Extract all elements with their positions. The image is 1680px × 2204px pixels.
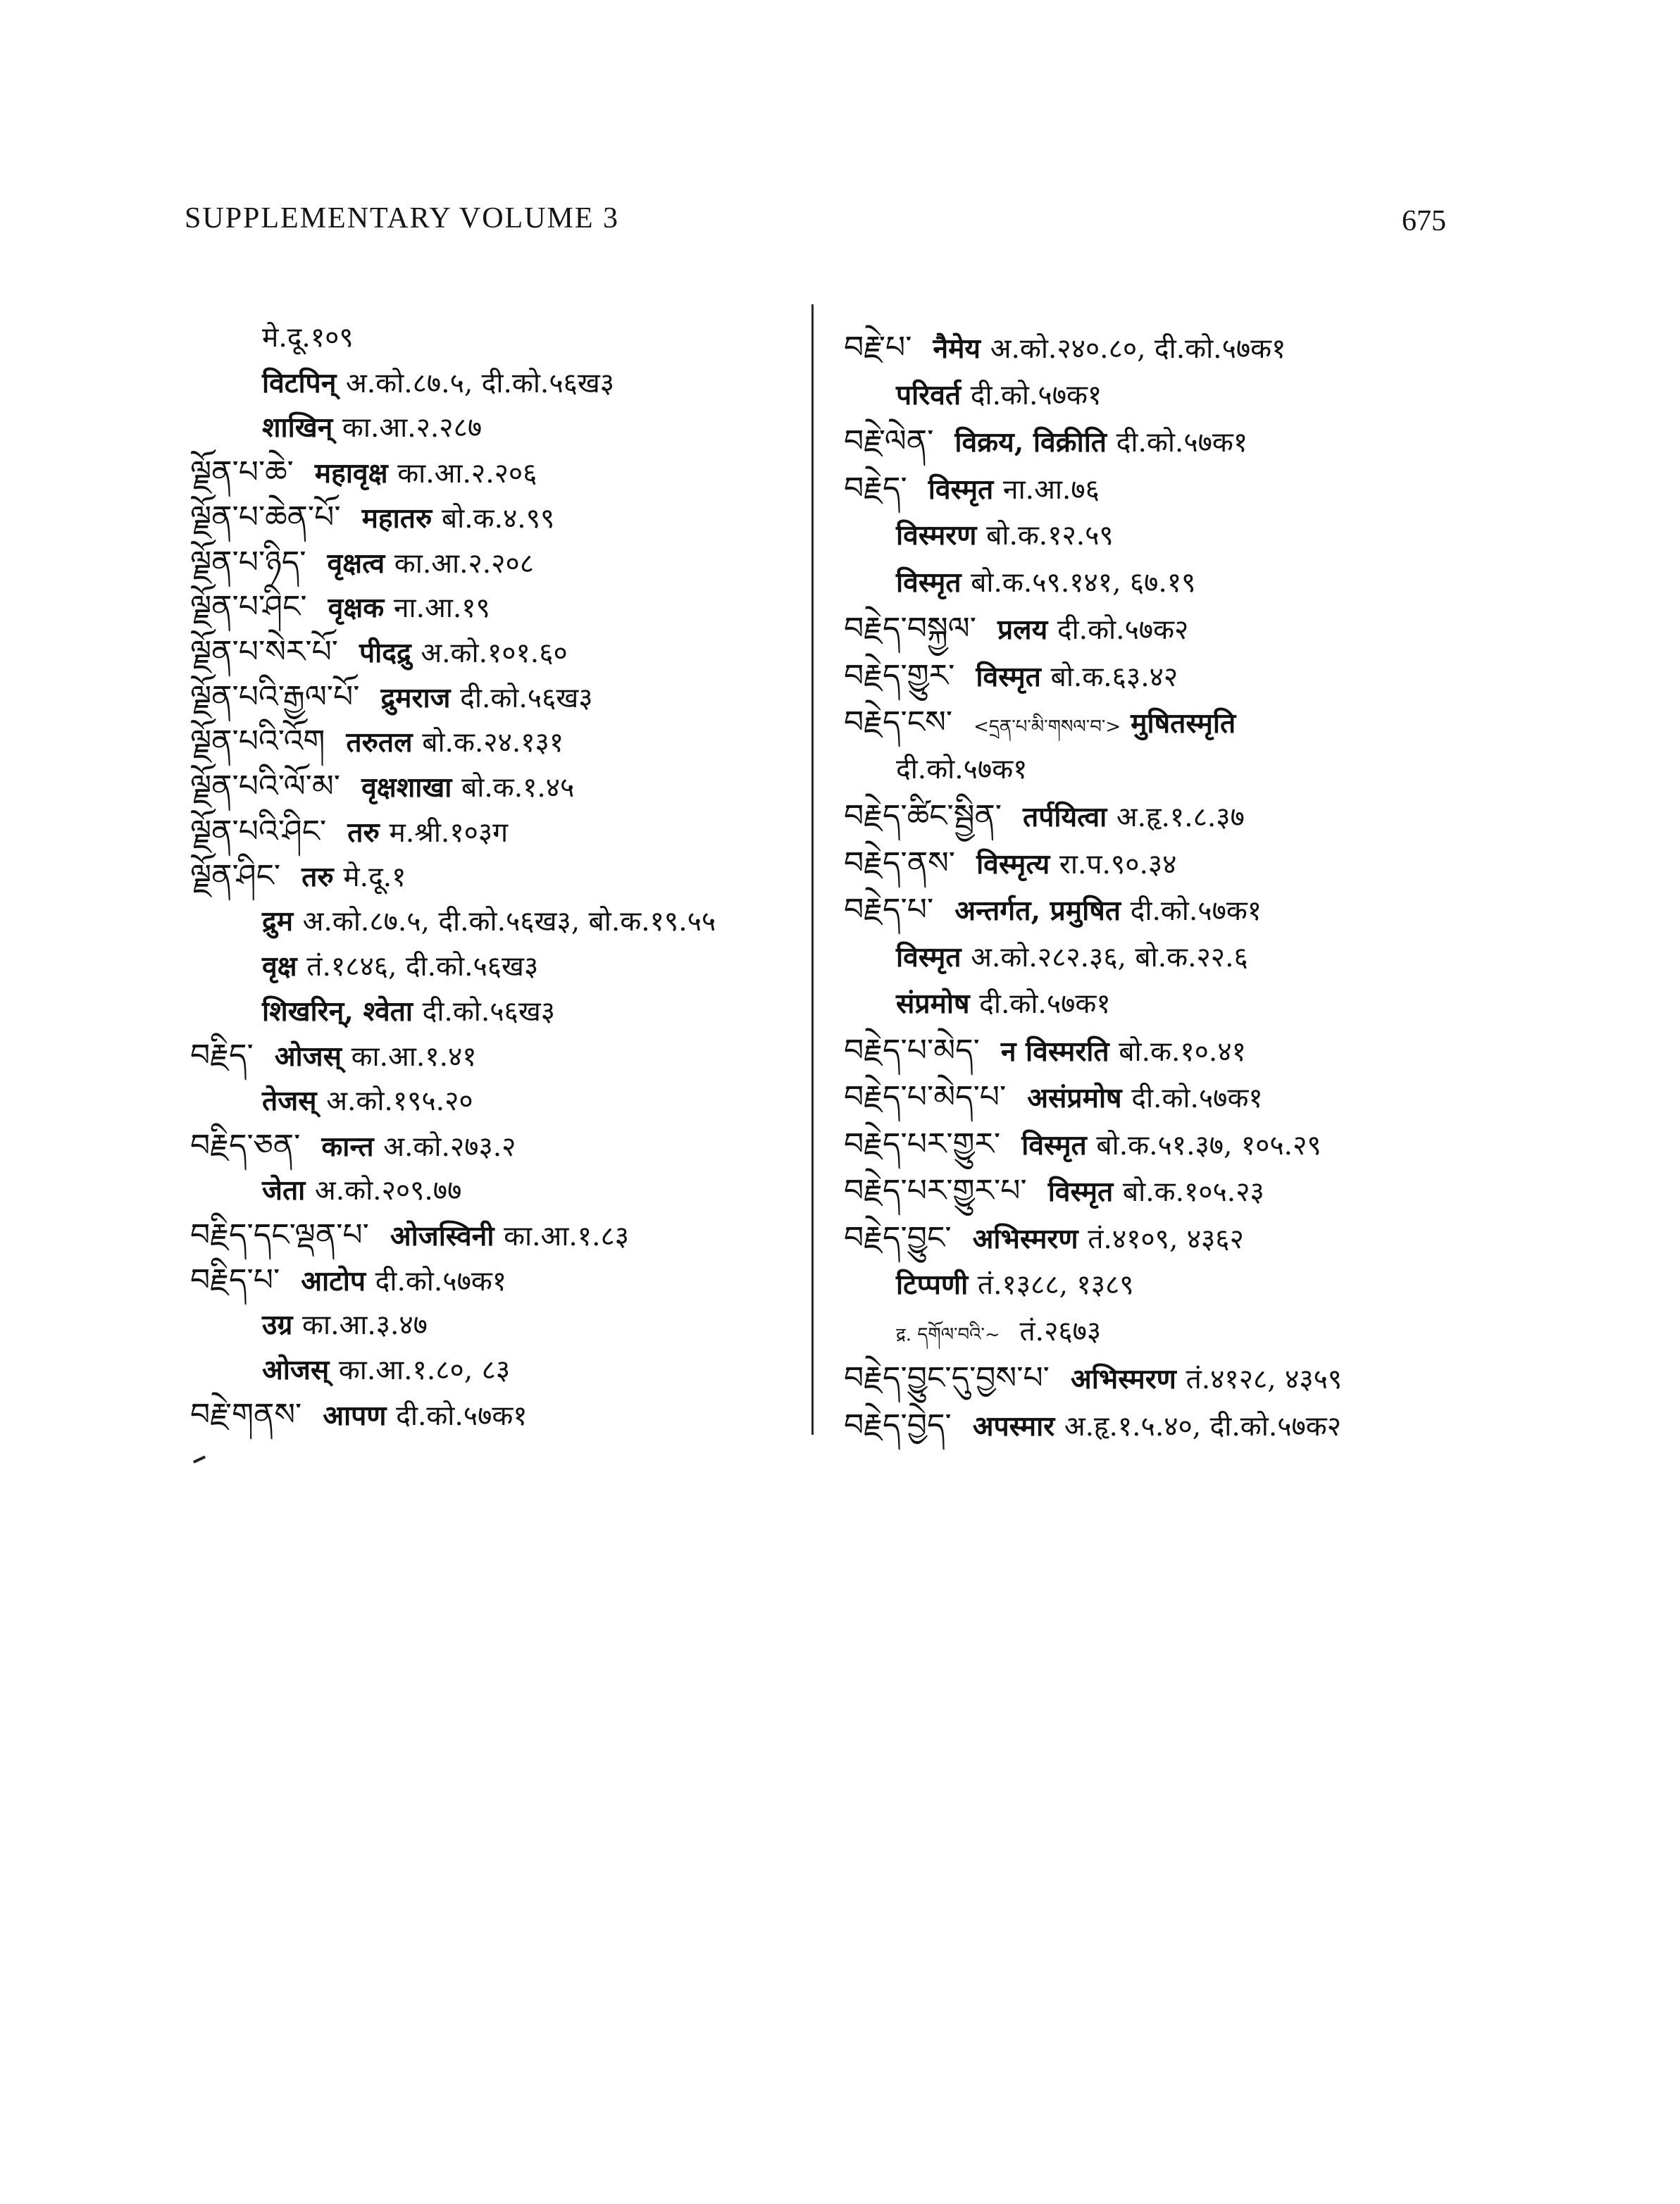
sanskrit-term: अन्तर्गत, प्रमुषित bbox=[954, 895, 1121, 927]
sanskrit-term: विस्मृत bbox=[1021, 1128, 1087, 1162]
sanskrit-term: तरु bbox=[347, 816, 380, 849]
tibetan-headword: བརྗེད་བྱེད་ bbox=[844, 1407, 952, 1443]
sanskrit-term: टिप्पणी bbox=[896, 1269, 969, 1301]
sanskrit-term: महातरु bbox=[361, 502, 433, 535]
dictionary-entry bbox=[844, 1076, 1263, 1119]
dictionary-entry bbox=[190, 1214, 629, 1257]
sanskrit-term: जेता bbox=[262, 1174, 306, 1207]
source-reference: अ.को.८७.५, दी.को.५६ख३ bbox=[345, 367, 615, 399]
source-reference: अ.को.२८२.३६, बो.क.२२.६ bbox=[971, 941, 1248, 973]
sanskrit-term: परिवर्त bbox=[896, 378, 962, 411]
sanskrit-term: विटपिन् bbox=[262, 366, 337, 399]
tibetan-headword: ལྗོན་པ་སེར་པོ་ bbox=[190, 633, 339, 670]
source-reference: दी.को.५७क१ bbox=[375, 1265, 507, 1297]
sanskrit-term: वृक्षत्व bbox=[327, 547, 385, 580]
dictionary-entry bbox=[262, 1304, 428, 1346]
sanskrit-term: मुषितस्मृति bbox=[1131, 707, 1236, 740]
dictionary-entry bbox=[262, 900, 716, 942]
margin-tick-mark bbox=[193, 1455, 206, 1463]
tibetan-headword: བརྗེད་པ་མེད་ bbox=[844, 1032, 980, 1069]
source-reference: दी.को.५७क१ bbox=[970, 379, 1102, 411]
dictionary-entry bbox=[844, 1123, 1321, 1166]
tibetan-headword: བརྗེད་ངས་ bbox=[844, 704, 953, 740]
sanskrit-term: शिखरिन्, श्वेता bbox=[262, 995, 413, 1028]
dictionary-entry bbox=[896, 749, 1027, 791]
sanskrit-term: अभिस्मरण bbox=[1070, 1363, 1176, 1395]
tibetan-headword: ལྗོན་པའི་ཤིང་ bbox=[190, 813, 327, 849]
dictionary-entry bbox=[190, 497, 554, 539]
dictionary-entry bbox=[190, 1035, 477, 1077]
tibetan-headword: བརྗེད་པར་གྱུར་ bbox=[844, 1126, 1001, 1162]
dictionary-entry bbox=[262, 362, 614, 404]
sanskrit-term: विस्मृत bbox=[1047, 1176, 1114, 1208]
sanskrit-term: न विस्मरति bbox=[1000, 1035, 1109, 1068]
sanskrit-term: असंप्रमोष bbox=[1027, 1082, 1122, 1114]
sanskrit-term: द्रुमराज bbox=[380, 681, 451, 714]
sanskrit-term: प्रलय bbox=[997, 614, 1048, 646]
page-number: 675 bbox=[1402, 205, 1446, 237]
dictionary-entry bbox=[190, 1125, 516, 1167]
source-reference: का.आ.१.८०, ८३ bbox=[338, 1355, 511, 1387]
dictionary-entry bbox=[262, 990, 555, 1033]
dictionary-entry bbox=[190, 721, 564, 763]
source-reference: दी.को.५७क१ bbox=[896, 753, 1028, 785]
source-reference: मे.दू.१०९ bbox=[262, 322, 354, 354]
source-reference: अ.को.२४०.८०, दी.को.५७क१ bbox=[990, 333, 1286, 365]
dictionary-entry bbox=[190, 766, 574, 808]
sanskrit-term: विस्मृत्य bbox=[976, 847, 1050, 880]
dictionary-entry bbox=[262, 1349, 510, 1391]
tibetan-headword: ལྗོན་ཤིང་ bbox=[190, 858, 281, 895]
dictionary-entry bbox=[190, 452, 537, 494]
tibetan-headword: ལྗོན་པ་ཉིད་ bbox=[190, 544, 306, 580]
source-reference: ना.आ.७६ bbox=[1002, 473, 1100, 506]
source-reference: बो.क.५१.३७, १०५.२९ bbox=[1096, 1129, 1321, 1162]
tibetan-headword: བརྗེད་བྱུང་ bbox=[844, 1219, 952, 1256]
sanskrit-term: वृक्षशाखा bbox=[361, 771, 452, 804]
source-reference: ना.आ.१९ bbox=[393, 592, 490, 625]
sanskrit-term: आपण bbox=[323, 1399, 387, 1432]
sanskrit-term: तेजस् bbox=[262, 1084, 317, 1117]
dictionary-entry bbox=[262, 406, 482, 449]
tibetan-headword: བརྗེད་པར་གྱུར་པ་ bbox=[844, 1173, 1027, 1209]
tibetan-headword: བརྗིད་ཅན་ bbox=[190, 1127, 301, 1164]
dictionary-entry bbox=[262, 317, 354, 359]
tibetan-headword: བརྗེ་ལེན་ bbox=[844, 423, 934, 459]
dictionary-entry bbox=[844, 1030, 1246, 1072]
tibetan-headword: བརྗིད་པ་ bbox=[190, 1262, 280, 1298]
sanskrit-term: विस्मृत bbox=[976, 660, 1041, 693]
tibetan-headword: ལྗོན་པའི་ལོ་མ་ bbox=[190, 768, 341, 804]
sanskrit-term: तर्पयित्वा bbox=[1023, 801, 1107, 833]
dictionary-entry bbox=[896, 983, 1111, 1025]
source-reference: तं.४१२८, ४३५९ bbox=[1186, 1364, 1343, 1395]
tibetan-headword: བརྗེ་པ་ bbox=[844, 330, 912, 366]
source-reference: बो.क.५९.१४१, ६७.१९ bbox=[971, 566, 1196, 599]
tibetan-headword: ལྗོན་པའི་འོག bbox=[190, 723, 325, 760]
source-reference: का.आ.१.८३ bbox=[504, 1221, 630, 1252]
tibetan-headword: བརྗེད་ bbox=[844, 470, 907, 506]
source-reference: दी.को.५७क१ bbox=[979, 988, 1111, 1020]
sanskrit-term: वृक्ष bbox=[262, 950, 297, 983]
source-reference: मे.दू.१ bbox=[343, 861, 406, 894]
source-reference: दी.को.५७क२ bbox=[1057, 614, 1189, 646]
sanskrit-term: अपस्मार bbox=[972, 1409, 1055, 1443]
sanskrit-term: महावृक्ष bbox=[314, 457, 388, 490]
dictionary-entry bbox=[844, 795, 1245, 838]
dictionary-entry bbox=[896, 1311, 1101, 1353]
dictionary-entry bbox=[844, 468, 1100, 510]
source-reference: तं.१८४६, दी.को.५६ख३ bbox=[306, 950, 539, 983]
tibetan-headword: བརྗིད་དང་ལྡན་པ་ bbox=[190, 1217, 369, 1253]
source-reference: अ.हृ.१.८.३७ bbox=[1116, 802, 1245, 833]
dictionary-entry bbox=[844, 608, 1188, 650]
dictionary-entry bbox=[896, 374, 1102, 416]
source-reference: दी.को.५७क१ bbox=[396, 1400, 528, 1432]
sanskrit-term: आटोप bbox=[301, 1264, 366, 1297]
dictionary-entry bbox=[262, 1080, 473, 1122]
source-reference: बो.क.४.९९ bbox=[441, 502, 555, 535]
source-reference: का.आ.३.४७ bbox=[302, 1309, 428, 1342]
dictionary-entry bbox=[844, 1357, 1342, 1400]
dictionary-entry bbox=[190, 542, 534, 584]
sanskrit-term: तरुतल bbox=[346, 726, 413, 759]
tibetan-headword: ལྗོན་པ་ཤིང་ bbox=[190, 589, 307, 625]
dictionary-entry bbox=[844, 655, 1178, 697]
sanskrit-term: विस्मृत bbox=[896, 940, 962, 973]
source-reference: अ.हृ.१.५.४०, दी.को.५७क२ bbox=[1064, 1410, 1342, 1443]
tibetan-headword: ལྗོན་པ་ཆེ་ bbox=[190, 454, 294, 491]
sanskrit-term: वृक्षक bbox=[328, 592, 385, 625]
tibetan-headword: བརྗེད་པ་ bbox=[844, 892, 934, 928]
tibetan-headword: བརྗིད་ bbox=[190, 1038, 254, 1074]
dictionary-entry bbox=[262, 1169, 461, 1212]
tibetan-gloss: द्र. དགོལ་བའི་~ bbox=[896, 1324, 1000, 1345]
dictionary-entry bbox=[844, 842, 1176, 885]
source-reference: बो.क.१.४५ bbox=[461, 772, 575, 804]
source-reference: का.आ.१.४१ bbox=[351, 1041, 477, 1073]
tibetan-headword: བརྗེད་ནས་ bbox=[844, 845, 956, 881]
dictionary-entry bbox=[844, 1405, 1341, 1447]
column-divider bbox=[811, 304, 814, 1435]
source-reference: रा.प.९०.३४ bbox=[1059, 848, 1177, 880]
tibetan-headword: བརྗེད་བསྐྱལ་ bbox=[844, 611, 976, 647]
source-reference: बो.क.२४.१३१ bbox=[422, 727, 564, 759]
source-reference: तं.४१०९, ४३६२ bbox=[1088, 1223, 1244, 1255]
sanskrit-term: संप्रमोष bbox=[896, 988, 970, 1020]
sanskrit-term: अभिस्मरण bbox=[972, 1222, 1078, 1255]
source-reference: अ.को.१०१.६० bbox=[421, 637, 568, 669]
source-reference: दी.को.५७क१ bbox=[1130, 895, 1262, 927]
sanskrit-term: शाखिन् bbox=[262, 411, 333, 444]
tibetan-headword: ལྗོན་པ་ཆེན་པོ་ bbox=[190, 499, 341, 535]
sanskrit-term: नैमेय bbox=[933, 332, 981, 365]
dictionary-entry bbox=[896, 1264, 1134, 1306]
source-reference: अ.को.१९५.२० bbox=[326, 1085, 473, 1117]
source-reference: बो.क.१०.४१ bbox=[1119, 1035, 1246, 1068]
sanskrit-term: पीदद्रु bbox=[359, 636, 411, 669]
source-reference: बो.क.१०५.२३ bbox=[1122, 1176, 1264, 1208]
source-reference: का.आ.२.२०६ bbox=[397, 458, 537, 490]
sanskrit-term: ओजस्विनी bbox=[390, 1220, 494, 1252]
dictionary-entry bbox=[844, 889, 1262, 931]
dictionary-entry bbox=[262, 945, 538, 988]
source-reference: अ.को.२०९.७७ bbox=[314, 1175, 462, 1207]
sanskrit-term: द्रुम bbox=[262, 905, 294, 938]
source-reference: अ.को.८७.५, दी.को.५६ख३, बो.क.१९.५५ bbox=[302, 906, 716, 938]
sanskrit-term: विस्मृत bbox=[928, 473, 994, 506]
tibetan-headword: བརྗེད་པ་མེད་པ་ bbox=[844, 1079, 1007, 1115]
tibetan-headword: བརྗེད་གྱུར་ bbox=[844, 657, 955, 694]
dictionary-entry bbox=[190, 631, 568, 673]
dictionary-entry bbox=[190, 676, 593, 718]
tibetan-headword: བརྗེད་བྱུང་དུ་བྱས་པ་ bbox=[844, 1360, 1050, 1396]
sanskrit-term: विक्रय, विक्रीति bbox=[954, 426, 1107, 459]
source-reference: का.आ.२.२८७ bbox=[342, 412, 483, 444]
tibetan-headword: ལྗོན་པའི་རྒྱལ་པོ་ bbox=[190, 678, 360, 715]
source-reference: तं.२६७३ bbox=[1019, 1315, 1102, 1347]
dictionary-entry bbox=[190, 1394, 528, 1436]
source-reference: बो.क.६३.४२ bbox=[1050, 661, 1178, 693]
running-head: SUPPLEMENTARY VOLUME 3 bbox=[185, 202, 620, 235]
source-reference: अ.को.२७३.२ bbox=[383, 1131, 516, 1163]
source-reference: का.आ.२.२०८ bbox=[394, 547, 535, 580]
tibetan-headword: བརྗེ་གནས་ bbox=[190, 1396, 302, 1433]
source-reference: तं.१३८८, १३८९ bbox=[977, 1269, 1134, 1301]
dictionary-entry bbox=[844, 421, 1247, 463]
dictionary-entry bbox=[844, 1217, 1244, 1259]
dictionary-entry bbox=[190, 855, 406, 897]
tibetan-headword: བརྗེད་ཚིང་སྦྱིན་ bbox=[844, 798, 1002, 834]
sanskrit-term: ओजस् bbox=[274, 1040, 342, 1073]
sanskrit-term: विस्मरण bbox=[896, 519, 977, 552]
sanskrit-term: उग्र bbox=[262, 1309, 293, 1342]
sanskrit-term: तरु bbox=[301, 861, 334, 894]
dictionary-entry bbox=[190, 586, 490, 628]
source-reference: दी.को.५६ख३ bbox=[422, 995, 556, 1028]
dictionary-entry bbox=[896, 561, 1195, 604]
dictionary-entry bbox=[190, 811, 508, 853]
dictionary-entry bbox=[844, 1170, 1264, 1212]
dictionary-entry bbox=[896, 936, 1248, 978]
source-reference: दी.को.५७क१ bbox=[1116, 427, 1248, 459]
dictionary-entry bbox=[190, 1259, 506, 1302]
dictionary-entry bbox=[844, 702, 1236, 744]
source-reference: दी.को.५६ख३ bbox=[460, 682, 593, 714]
sanskrit-term: कान्त bbox=[321, 1130, 374, 1163]
dictionary-entry bbox=[844, 327, 1286, 369]
dictionary-entry bbox=[896, 514, 1114, 556]
sanskrit-term: विस्मृत bbox=[896, 566, 962, 599]
sanskrit-term: ओजस् bbox=[262, 1354, 330, 1387]
source-reference: दी.को.५७क१ bbox=[1131, 1083, 1263, 1114]
tibetan-gloss: <དྲན་པ་མི་གསལ་བ་> bbox=[973, 716, 1121, 737]
source-reference: म.श्री.१०३ग bbox=[389, 816, 509, 849]
source-reference: बो.क.१२.५९ bbox=[986, 520, 1114, 552]
